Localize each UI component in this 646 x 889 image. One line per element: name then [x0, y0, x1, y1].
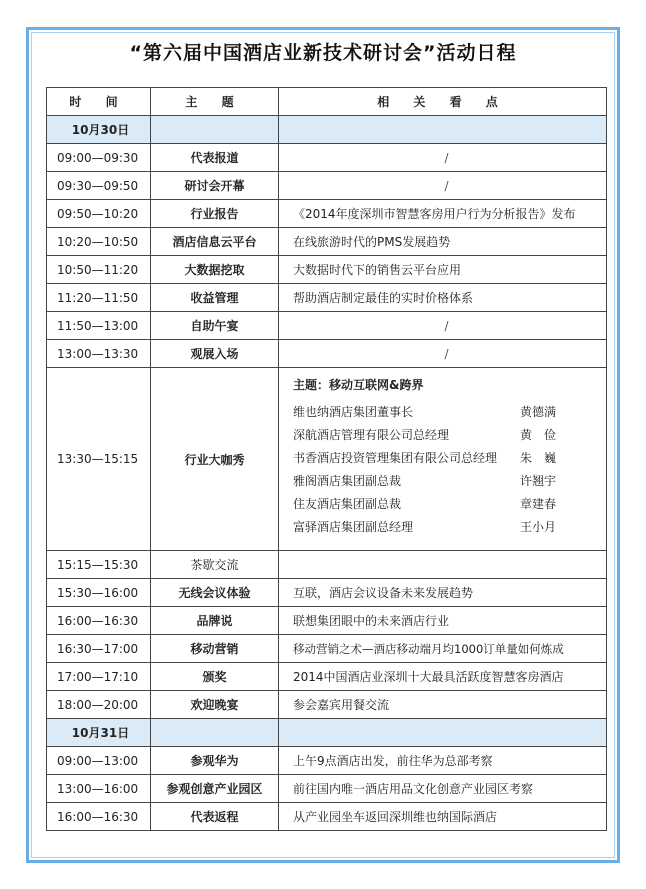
time-cell: 15:30—16:00 [47, 579, 151, 607]
topic-cell: 大数据挖取 [151, 256, 279, 284]
table-row [47, 579, 607, 607]
speaker-role: 雅阁酒店集团副总裁 [293, 474, 402, 488]
table-row [47, 340, 607, 368]
desc-cell: 移动营销之术—酒店移动端月均1000订单量如何炼成 [279, 635, 607, 663]
table-row [47, 256, 607, 284]
time-cell: 13:00—13:30 [47, 340, 151, 368]
desc-cell: / [279, 340, 607, 368]
speaker-row [293, 446, 592, 469]
speaker-row [293, 469, 592, 492]
time-cell: 10:20—10:50 [47, 228, 151, 256]
topic-cell: 酒店信息云平台 [151, 228, 279, 256]
header-desc: 相 关 看 点 [279, 88, 607, 116]
topic-cell: 收益管理 [151, 284, 279, 312]
topic-cell: 代表报道 [151, 144, 279, 172]
speaker-name: 章建春 [520, 497, 557, 511]
table-row [47, 635, 607, 663]
speaker-role: 富驿酒店集团副总经理 [293, 520, 414, 534]
table-row [47, 144, 607, 172]
time-cell: 16:30—17:00 [47, 635, 151, 663]
time-cell: 15:15—15:30 [47, 551, 151, 579]
speaker-name: 许翘宇 [520, 474, 557, 488]
speaker-role: 住友酒店集团副总裁 [293, 497, 402, 511]
page-title: “第六届中国酒店业新技术研讨会”活动日程 [129, 42, 517, 64]
date-row-day1 [47, 116, 607, 144]
time-cell: 11:20—11:50 [47, 284, 151, 312]
time-cell: 13:00—16:00 [47, 775, 151, 803]
topic-cell: 无线会议体验 [151, 579, 279, 607]
table-row [47, 284, 607, 312]
desc-cell: 上午9点酒店出发，前往华为总部考察 [279, 747, 607, 775]
date-label: 10月30日 [47, 116, 151, 144]
desc-cell: 联想集团眼中的未来酒店行业 [279, 607, 607, 635]
topic-cell: 观展入场 [151, 340, 279, 368]
time-cell: 09:50—10:20 [47, 200, 151, 228]
time-cell: 13:30—15:15 [47, 368, 151, 551]
speaker-row [293, 400, 592, 423]
speaker-name: 黄 俭 [520, 428, 557, 442]
topic-cell: 移动营销 [151, 635, 279, 663]
time-cell: 16:00—16:30 [47, 607, 151, 635]
header-time: 时 间 [47, 88, 151, 116]
table-row [47, 200, 607, 228]
time-cell: 17:00—17:10 [47, 663, 151, 691]
panel-theme: 主题：移动互联网&跨界 [293, 378, 424, 392]
header-topic: 主 题 [151, 88, 279, 116]
date-label: 10月31日 [47, 719, 151, 747]
table-row [47, 775, 607, 803]
topic-cell: 自助午宴 [151, 312, 279, 340]
date-row-day2 [47, 719, 607, 747]
panel-row [47, 368, 607, 551]
desc-cell: 前往国内唯一酒店用品文化创意产业园区考察 [279, 775, 607, 803]
desc-cell: / [279, 312, 607, 340]
desc-cell: 在线旅游时代的PMS发展趋势 [279, 228, 607, 256]
desc-cell: 从产业园坐车返回深圳维也纳国际酒店 [279, 803, 607, 831]
desc-cell: 参会嘉宾用餐交流 [279, 691, 607, 719]
speaker-name: 黄德满 [520, 405, 557, 419]
topic-cell: 参观创意产业园区 [151, 775, 279, 803]
topic-cell: 参观华为 [151, 747, 279, 775]
speaker-row [293, 423, 592, 446]
desc-cell [279, 551, 607, 579]
topic-cell: 代表返程 [151, 803, 279, 831]
schedule-table [46, 87, 607, 831]
time-cell: 11:50—13:00 [47, 312, 151, 340]
speaker-row [293, 492, 592, 515]
table-row [47, 228, 607, 256]
schedule-frame [26, 27, 620, 863]
table-row [47, 551, 607, 579]
topic-cell: 品牌说 [151, 607, 279, 635]
desc-cell: 互联，酒店会议设备未来发展趋势 [279, 579, 607, 607]
time-cell: 09:00—13:00 [47, 747, 151, 775]
desc-cell: / [279, 144, 607, 172]
table-row [47, 803, 607, 831]
header-row [47, 88, 607, 116]
desc-cell: 《2014年度深圳市智慧客房用户行为分析报告》发布 [279, 200, 607, 228]
time-cell: 10:50—11:20 [47, 256, 151, 284]
table-row [47, 172, 607, 200]
table-row [47, 747, 607, 775]
time-cell: 18:00—20:00 [47, 691, 151, 719]
speaker-role: 书香酒店投资管理集团有限公司总经理 [293, 451, 498, 465]
speaker-role: 维也纳酒店集团董事长 [293, 405, 414, 419]
panel-cell [279, 368, 607, 551]
topic-cell: 行业大咖秀 [151, 368, 279, 551]
desc-cell: 2014中国酒店业深圳十大最具活跃度智慧客房酒店 [279, 663, 607, 691]
table-row [47, 663, 607, 691]
topic-cell: 欢迎晚宴 [151, 691, 279, 719]
speaker-row [293, 515, 592, 538]
speaker-name: 王小月 [520, 520, 557, 534]
speaker-role: 深航酒店管理有限公司总经理 [293, 428, 450, 442]
desc-cell: 大数据时代下的销售云平台应用 [279, 256, 607, 284]
desc-cell: / [279, 172, 607, 200]
desc-cell: 帮助酒店制定最佳的实时价格体系 [279, 284, 607, 312]
speaker-name: 朱 巍 [520, 451, 557, 465]
table-row [47, 312, 607, 340]
topic-cell: 颁奖 [151, 663, 279, 691]
table-row [47, 607, 607, 635]
topic-cell: 茶歇交流 [151, 551, 279, 579]
time-cell: 16:00—16:30 [47, 803, 151, 831]
time-cell: 09:00—09:30 [47, 144, 151, 172]
topic-cell: 行业报告 [151, 200, 279, 228]
time-cell: 09:30—09:50 [47, 172, 151, 200]
table-row [47, 691, 607, 719]
topic-cell: 研讨会开幕 [151, 172, 279, 200]
